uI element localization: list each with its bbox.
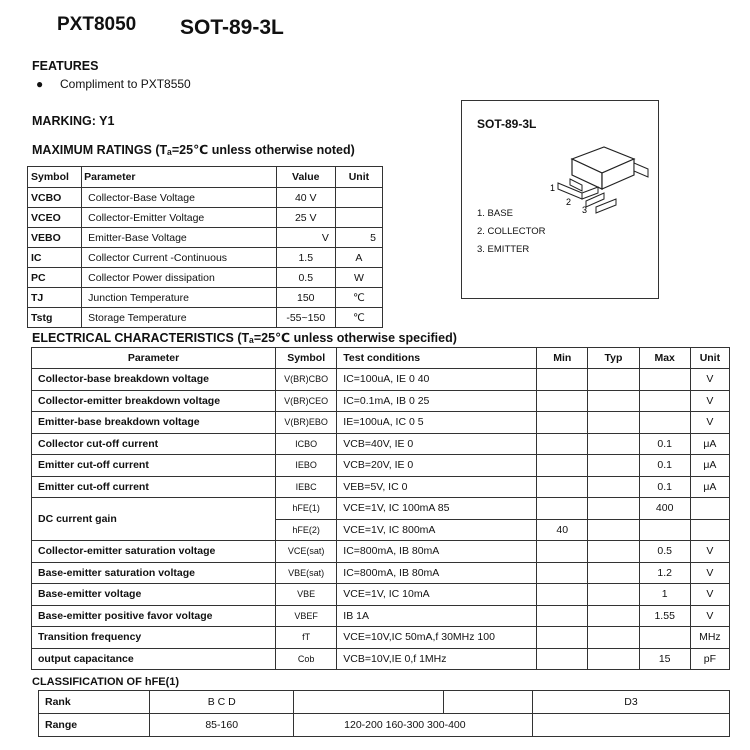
pin-label-base: 1. BASE: [477, 208, 513, 219]
condition-cell: IC=0.1mA, IB 0 25: [337, 390, 537, 412]
table-header-row: [28, 167, 383, 188]
parameter-cell: Collector cut-off current: [32, 433, 276, 455]
symbol-cell: hFE(1): [276, 498, 337, 520]
table-row: [32, 369, 730, 391]
min-cell: [537, 541, 588, 563]
electrical-heading: ELECTRICAL CHARACTERISTICS (Tₐ=25℃ unless otherwise specified): [32, 331, 457, 345]
condition-cell: IC=100uA, IE 0 40: [337, 369, 537, 391]
table-row: [28, 248, 383, 268]
table-row: [32, 627, 730, 649]
min-cell: [537, 498, 588, 520]
symbol-cell: hFE(2): [276, 519, 337, 541]
col-typ: Typ: [588, 348, 639, 369]
unit-cell: [335, 208, 382, 228]
parameter-cell: Junction Temperature: [82, 288, 277, 308]
table-row: [32, 584, 730, 606]
parameter-cell: Emitter cut-off current: [32, 476, 276, 498]
table-row: [32, 412, 730, 434]
col-symbol: Symbol: [28, 167, 82, 188]
typ-cell: [588, 519, 639, 541]
unit-cell: A: [335, 248, 382, 268]
table-row: [28, 188, 383, 208]
table-row: [32, 562, 730, 584]
parameter-cell: Emitter cut-off current: [32, 455, 276, 477]
col-parameter: Parameter: [32, 348, 276, 369]
min-cell: [537, 369, 588, 391]
features-bullet: ●: [36, 77, 44, 91]
rank-label: Rank: [39, 691, 150, 714]
condition-cell: IB 1A: [337, 605, 537, 627]
unit-cell: μA: [690, 455, 729, 477]
condition-cell: IC=800mA, IB 80mA: [337, 541, 537, 563]
range-empty-cell: [532, 714, 729, 737]
typ-cell: [588, 562, 639, 584]
table-row: [28, 208, 383, 228]
typ-cell: [588, 584, 639, 606]
unit-cell: V: [690, 605, 729, 627]
col-symbol: Symbol: [276, 348, 337, 369]
col-parameter: Parameter: [82, 167, 277, 188]
parameter-cell: Collector Power dissipation: [82, 268, 277, 288]
rank-last: D3: [532, 691, 729, 714]
max-cell: 1.55: [639, 605, 690, 627]
symbol-cell: V(BR)EBO: [276, 412, 337, 434]
pin-number-2: 2: [566, 197, 572, 207]
min-cell: [537, 455, 588, 477]
symbol-cell: VBEF: [276, 605, 337, 627]
unit-cell: V: [690, 390, 729, 412]
condition-cell: VCB=40V, IE 0: [337, 433, 537, 455]
unit-cell: MHz: [690, 627, 729, 649]
electrical-table: [31, 347, 730, 670]
typ-cell: [588, 476, 639, 498]
unit-cell: 5: [335, 228, 382, 248]
parameter-cell: Emitter-Base Voltage: [82, 228, 277, 248]
min-cell: [537, 584, 588, 606]
symbol-cell: IC: [28, 248, 82, 268]
col-test-conditions: Test conditions: [337, 348, 537, 369]
min-cell: [537, 562, 588, 584]
symbol-cell: VBE: [276, 584, 337, 606]
parameter-cell: Storage Temperature: [82, 308, 277, 328]
max-cell: 0.1: [639, 455, 690, 477]
features-heading: FEATURES: [32, 59, 99, 73]
table-row: [39, 714, 730, 737]
range-a: 85-160: [150, 714, 294, 737]
parameter-cell: Base-emitter voltage: [32, 584, 276, 606]
symbol-cell: VCBO: [28, 188, 82, 208]
marking-label: MARKING: Y1: [32, 114, 115, 128]
parameter-cell: DC current gain: [32, 498, 276, 541]
typ-cell: [588, 648, 639, 670]
unit-cell: ℃: [335, 308, 382, 328]
col-unit: Unit: [690, 348, 729, 369]
typ-cell: [588, 455, 639, 477]
features-item: Compliment to PXT8550: [60, 77, 191, 91]
parameter-cell: Emitter-base breakdown voltage: [32, 412, 276, 434]
min-cell: [537, 648, 588, 670]
symbol-cell: V(BR)CEO: [276, 390, 337, 412]
max-cell: 15: [639, 648, 690, 670]
condition-cell: VCB=20V, IE 0: [337, 455, 537, 477]
condition-cell: IC=800mA, IB 80mA: [337, 562, 537, 584]
max-cell: [639, 627, 690, 649]
typ-cell: [588, 369, 639, 391]
condition-cell: VCB=10V,IE 0,f 1MHz: [337, 648, 537, 670]
condition-cell: VEB=5V, IC 0: [337, 476, 537, 498]
unit-cell: V: [690, 412, 729, 434]
parameter-cell: Collector-emitter saturation voltage: [32, 541, 276, 563]
max-cell: 1: [639, 584, 690, 606]
symbol-cell: PC: [28, 268, 82, 288]
min-cell: [537, 412, 588, 434]
pin-number-1: 1: [550, 183, 556, 193]
condition-cell: VCE=1V, IC 800mA: [337, 519, 537, 541]
symbol-cell: VCEO: [28, 208, 82, 228]
package-box-title: SOT-89-3L: [477, 117, 537, 131]
value-cell: 150: [276, 288, 335, 308]
table-row: [28, 228, 383, 248]
rank-empty-cell: [444, 691, 533, 714]
unit-cell: pF: [690, 648, 729, 670]
value-cell: -55~150: [276, 308, 335, 328]
table-header-row: [32, 348, 730, 369]
max-cell: 0.1: [639, 433, 690, 455]
package-title: SOT-89-3L: [180, 16, 284, 39]
symbol-cell: fT: [276, 627, 337, 649]
range-b: 120-200 160-300 300-400: [294, 714, 533, 737]
table-row: [32, 390, 730, 412]
col-max: Max: [639, 348, 690, 369]
max-cell: 1.2: [639, 562, 690, 584]
rank-empty-cell: [294, 691, 444, 714]
min-cell: [537, 476, 588, 498]
value-cell: V: [276, 228, 335, 248]
classification-heading: CLASSIFICATION OF hFE(1): [32, 676, 180, 688]
parameter-cell: Collector-Emitter Voltage: [82, 208, 277, 228]
table-row: [28, 308, 383, 328]
symbol-cell: VEBO: [28, 228, 82, 248]
value-cell: 25 V: [276, 208, 335, 228]
min-cell: [537, 433, 588, 455]
symbol-cell: IEBO: [276, 455, 337, 477]
parameter-cell: Collector Current -Continuous: [82, 248, 277, 268]
parameter-cell: output capacitance: [32, 648, 276, 670]
parameter-cell: Base-emitter positive favor voltage: [32, 605, 276, 627]
max-cell: [639, 412, 690, 434]
table-row: [32, 541, 730, 563]
table-row: [32, 605, 730, 627]
symbol-cell: V(BR)CBO: [276, 369, 337, 391]
max-cell: 0.5: [639, 541, 690, 563]
min-cell: [537, 627, 588, 649]
parameter-cell: Collector-base breakdown voltage: [32, 369, 276, 391]
symbol-cell: VCE(sat): [276, 541, 337, 563]
table-row: [32, 476, 730, 498]
symbol-cell: TJ: [28, 288, 82, 308]
value-cell: 1.5: [276, 248, 335, 268]
symbol-cell: Tstg: [28, 308, 82, 328]
condition-cell: IE=100uA, IC 0 5: [337, 412, 537, 434]
pin-label-collector: 2. COLLECTOR: [477, 226, 546, 237]
table-row: [28, 268, 383, 288]
condition-cell: VCE=1V, IC 10mA: [337, 584, 537, 606]
value-cell: 40 V: [276, 188, 335, 208]
table-row: [32, 648, 730, 670]
col-unit: Unit: [335, 167, 382, 188]
symbol-cell: IEBC: [276, 476, 337, 498]
parameter-cell: Collector-Base Voltage: [82, 188, 277, 208]
rank-values: B C D: [150, 691, 294, 714]
min-cell: 40: [537, 519, 588, 541]
table-row: [32, 498, 730, 520]
typ-cell: [588, 498, 639, 520]
table-row: [32, 455, 730, 477]
unit-cell: V: [690, 584, 729, 606]
col-value: Value: [276, 167, 335, 188]
classification-table: [38, 690, 730, 737]
symbol-cell: VBE(sat): [276, 562, 337, 584]
condition-cell: VCE=10V,IC 50mA,f 30MHz 100: [337, 627, 537, 649]
parameter-cell: Base-emitter saturation voltage: [32, 562, 276, 584]
typ-cell: [588, 605, 639, 627]
value-cell: 0.5: [276, 268, 335, 288]
unit-cell: V: [690, 541, 729, 563]
typ-cell: [588, 390, 639, 412]
max-cell: 0.1: [639, 476, 690, 498]
unit-cell: ℃: [335, 288, 382, 308]
sot89-package-icon: [542, 141, 652, 221]
package-diagram-box: [461, 100, 659, 299]
col-min: Min: [537, 348, 588, 369]
pin-number-3: 3: [582, 205, 588, 215]
unit-cell: V: [690, 562, 729, 584]
typ-cell: [588, 412, 639, 434]
symbol-cell: ICBO: [276, 433, 337, 455]
max-cell: [639, 519, 690, 541]
min-cell: [537, 390, 588, 412]
max-cell: [639, 369, 690, 391]
pin-label-emitter: 3. EMITTER: [477, 244, 530, 255]
unit-cell: μA: [690, 433, 729, 455]
unit-cell: W: [335, 268, 382, 288]
max-ratings-table: [27, 166, 383, 328]
max-cell: 400: [639, 498, 690, 520]
max-cell: [639, 390, 690, 412]
parameter-cell: Collector-emitter breakdown voltage: [32, 390, 276, 412]
parameter-cell: Transition frequency: [32, 627, 276, 649]
unit-cell: [690, 519, 729, 541]
table-row: [39, 691, 730, 714]
unit-cell: V: [690, 369, 729, 391]
typ-cell: [588, 627, 639, 649]
condition-cell: VCE=1V, IC 100mA 85: [337, 498, 537, 520]
typ-cell: [588, 433, 639, 455]
range-label: Range: [39, 714, 150, 737]
unit-cell: [690, 498, 729, 520]
unit-cell: μA: [690, 476, 729, 498]
part-number: PXT8050: [57, 14, 137, 35]
typ-cell: [588, 541, 639, 563]
unit-cell: [335, 188, 382, 208]
symbol-cell: Cob: [276, 648, 337, 670]
table-row: [28, 288, 383, 308]
min-cell: [537, 605, 588, 627]
table-row: [32, 433, 730, 455]
max-ratings-heading: MAXIMUM RATINGS (Tₐ=25℃ unless otherwise noted): [32, 143, 355, 157]
